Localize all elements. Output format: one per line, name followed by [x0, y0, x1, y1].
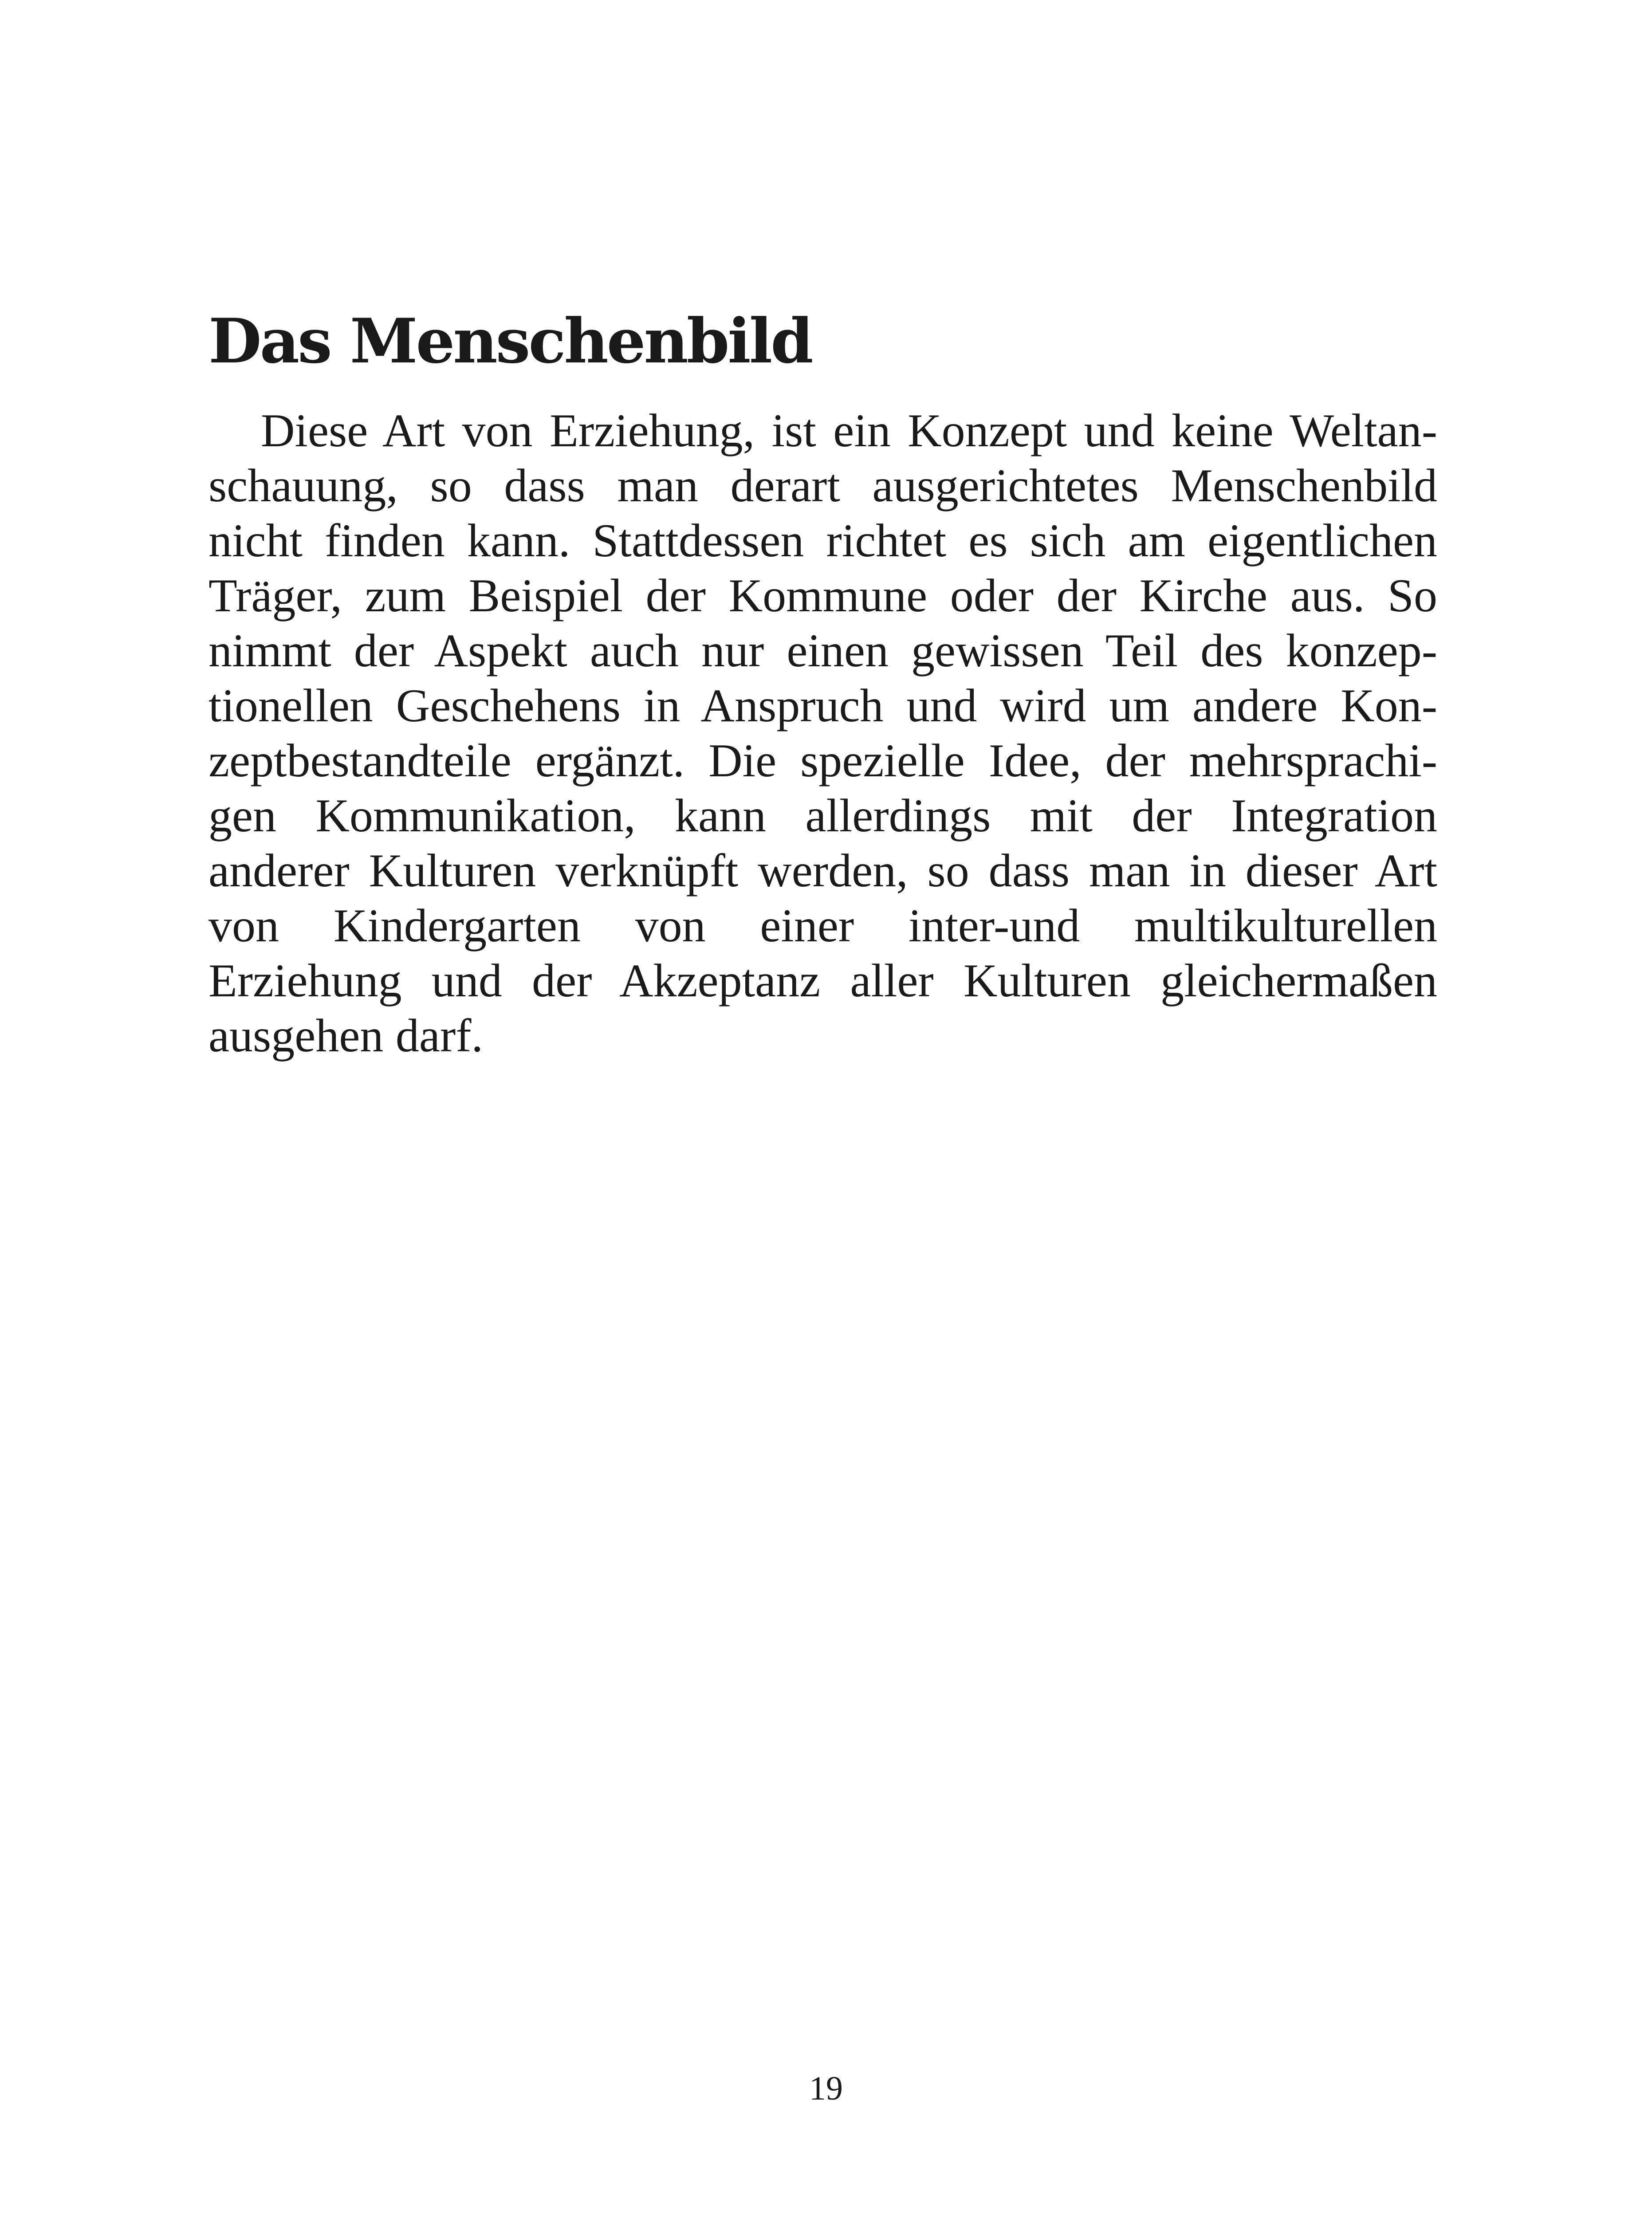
paragraph-line: zeptbestandteile ergänzt. Die spezielle Idee, der mehrsprachi- — [208, 734, 1437, 787]
paragraph-line: nicht finden kann. Stattdessen richtet es sich am eigentlichen — [208, 514, 1437, 566]
paragraph-line: nimmt der Aspekt auch nur einen gewissen Teil des konzep- — [208, 624, 1437, 676]
paragraph-line: ausgehen darf. — [208, 1009, 484, 1062]
page-number: 19 — [809, 2070, 843, 2107]
paragraph-line: von Kindergarten von einer inter-und multikulturellen — [208, 899, 1437, 952]
section-heading: Das Menschenbild — [208, 305, 812, 377]
paragraph-line: Erziehung und der Akzeptanz aller Kulturen gleichermaßen — [208, 954, 1437, 1007]
paragraph-line: tionellen Geschehens in Anspruch und wird um andere Kon- — [208, 679, 1437, 731]
paragraph-line: schauung, so dass man derart ausgerichtetes Menschenbild — [208, 459, 1437, 511]
body-paragraph — [208, 403, 1437, 1063]
page-content — [208, 306, 1437, 1063]
paragraph-line: Diese Art von Erziehung, ist ein Konzept und keine Weltan- — [261, 404, 1437, 456]
paragraph-line: Träger, zum Beispiel der Kommune oder der Kirche aus. So — [208, 569, 1437, 621]
paragraph-line: anderer Kulturen verknüpft werden, so dass man in dieser Art — [208, 844, 1437, 897]
paragraph-line: gen Kommunikation, kann allerdings mit der Integration — [208, 789, 1437, 842]
